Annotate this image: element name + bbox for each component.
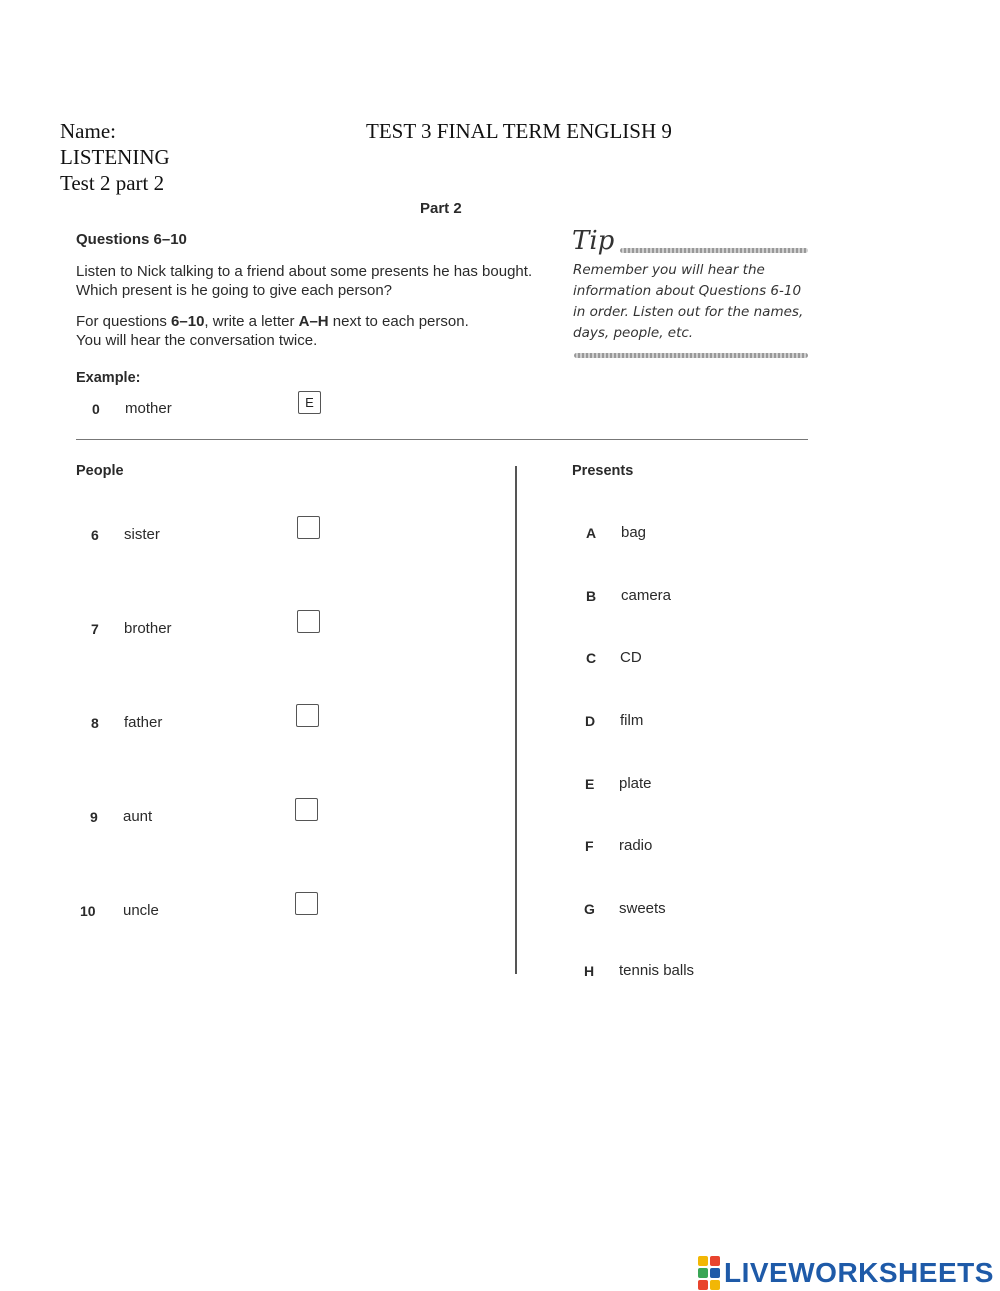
test-title: TEST 3 FINAL TERM ENGLISH 9 — [366, 119, 672, 143]
person-number-9: 9 — [90, 809, 98, 825]
tip-line-2: information about Questions 6-10 — [573, 283, 802, 299]
present-name-plate: plate — [619, 775, 652, 792]
present-name-cd: CD — [620, 649, 642, 666]
logo-square-5 — [698, 1280, 708, 1290]
presents-header: Presents — [572, 463, 634, 479]
present-letter-f: F — [585, 838, 594, 854]
person-number-8: 8 — [91, 715, 99, 731]
answer-box-6[interactable] — [297, 516, 320, 539]
instruction-line-1b: Which present is he going to give each person? — [76, 282, 393, 299]
tip-bottom-rule — [574, 353, 808, 358]
person-name-uncle: uncle — [123, 902, 159, 919]
present-letter-d: D — [585, 713, 596, 729]
answer-box-8[interactable] — [296, 704, 319, 727]
person-number-7: 7 — [91, 621, 99, 637]
logo-square-1 — [698, 1256, 708, 1266]
person-number-6: 6 — [91, 527, 99, 543]
logo-square-3 — [698, 1268, 708, 1278]
logo-square-4 — [710, 1268, 720, 1278]
person-name-father: father — [124, 714, 163, 731]
example-label: Example: — [76, 370, 141, 386]
person-name-brother: brother — [124, 620, 172, 637]
present-letter-b: B — [586, 588, 597, 604]
questions-title: Questions 6–10 — [76, 231, 187, 248]
present-letter-a: A — [586, 525, 597, 541]
person-name-aunt: aunt — [123, 808, 153, 825]
present-letter-c: C — [586, 650, 597, 666]
present-letter-g: G — [584, 901, 595, 917]
example-number: 0 — [92, 401, 100, 417]
present-name-radio: radio — [619, 837, 653, 854]
present-name-film: film — [620, 712, 644, 729]
part-title: Part 2 — [420, 200, 462, 217]
column-divider — [515, 466, 517, 974]
logo-square-2 — [710, 1256, 720, 1266]
logo-square-6 — [710, 1280, 720, 1290]
present-name-tennis-balls: tennis balls — [619, 962, 695, 979]
logo-text: LIVEWORKSHEETS — [724, 1257, 994, 1288]
instruction-line-1a: Listen to Nick talking to a friend about some presents he has bought. — [76, 263, 533, 280]
people-header: People — [76, 463, 124, 479]
tip-line-1: Remember you will hear the — [573, 262, 765, 278]
tip-top-rule — [620, 248, 808, 253]
present-letter-h: H — [584, 963, 595, 979]
tip-line-3: in order. Listen out for the names, — [573, 304, 804, 320]
answer-box-7[interactable] — [297, 610, 320, 633]
instruction-2a-bold1: 6–10 — [171, 313, 205, 330]
present-name-camera: camera — [621, 587, 672, 604]
tip-title: Tip — [572, 226, 615, 256]
name-label: Name: — [60, 119, 116, 143]
present-name-sweets: sweets — [619, 900, 666, 917]
subsection-label: Test 2 part 2 — [60, 171, 165, 195]
answer-box-10[interactable] — [295, 892, 318, 915]
example-answer-box — [298, 391, 321, 414]
logo-mark-icon — [698, 1256, 720, 1290]
present-letter-e: E — [585, 776, 595, 792]
instruction-2a-pre: For questions — [76, 313, 172, 330]
example-answer: E — [305, 395, 314, 410]
instruction-2a-mid: , write a letter — [204, 313, 299, 330]
person-name-sister: sister — [124, 526, 160, 543]
instruction-line-2a — [76, 312, 469, 331]
instruction-2a-post: next to each person. — [328, 313, 469, 330]
instruction-2a-bold2: A–H — [298, 313, 329, 330]
tip-line-4: days, people, etc. — [573, 325, 694, 341]
section-label: LISTENING — [60, 145, 170, 169]
liveworksheets-logo — [698, 1256, 994, 1290]
example-person: mother — [125, 400, 172, 417]
section-divider — [76, 439, 808, 440]
present-name-bag: bag — [621, 524, 647, 541]
instruction-line-2b: You will hear the conversation twice. — [76, 332, 318, 349]
answer-box-9[interactable] — [295, 798, 318, 821]
person-number-10: 10 — [80, 903, 96, 919]
